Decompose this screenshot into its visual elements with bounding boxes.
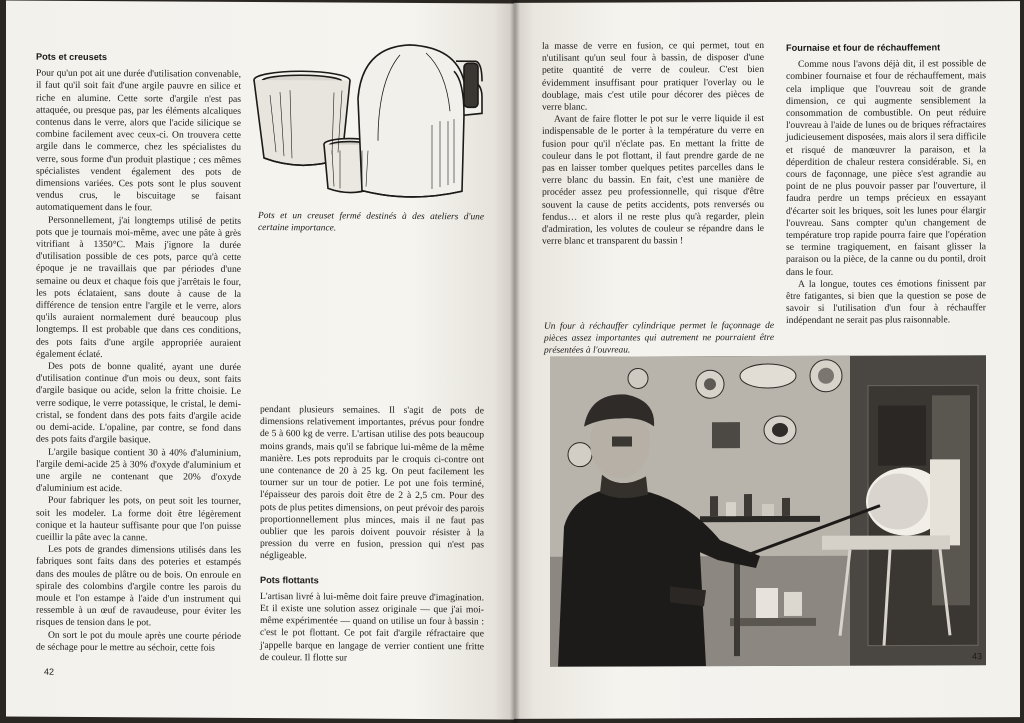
- paragraph: Des pots de bonne qualité, ayant une durée d'utilisation continue d'un mois ou deux, sont faits d'argile basique ou acide, selon la fritte choisie. Le verre sodique, le verre potassique, le cristal, le demi-cristal, se fondent dans des pots faits d'argile acide ou demi-acide. L'opaline, par contre, se fond dans des pots faits d'argile basique.: [36, 360, 241, 446]
- glassblower-photo: [550, 355, 986, 667]
- heading-fournaise: Fournaise et four de réchauffement: [786, 42, 941, 53]
- heading-pots-et-creusets: Pots et creusets: [36, 51, 107, 63]
- paragraph: la masse de verre en fusion, ce qui permet, tout en n'utilisant qu'un seul four à bassin, de disposer d'une petite quantité de verre de couleur. C'est bien évidemment insuffisant pour pratiquer l'overlay ou le doublage, mais c'est utile pour décorer des pièces de verre blanc.: [542, 40, 764, 113]
- page-number-right: 43: [972, 651, 983, 662]
- right-column-2: [786, 41, 986, 327]
- left-page: [6, 0, 514, 719]
- paragraph: On sort le pot du moule après une courte période de séchage pour le mettre au séchoir, cette fois: [36, 629, 241, 654]
- page-number-left: 42: [44, 666, 55, 677]
- left-column-1: [36, 51, 241, 655]
- right-column-1: [542, 40, 764, 248]
- paragraph: Les pots de grandes dimensions utilisés dans les fabriques sont faits dans des poteries et estampés dans des moules de plâtre ou de bois. On enroule en spirale des colombins d'argile contre les parois du moule et l'on estampe à l'aide d'un instrument qui ressemble à un œuf de ravaudeuse, pour éviter les risques de tension dans le pot.: [36, 543, 241, 629]
- paragraph: L'argile basique contient 30 à 40% d'aluminium, l'argile demi-acide 25 à 30% d'oxyde d'aluminium et une argile ne contenant que 20% d'oxyde d'aluminium est acide.: [36, 446, 241, 495]
- paragraph: Personnellement, j'ai longtemps utilisé de petits pots que je tournais moi-même, avec une pâte à grès vitrifiant à 1350°C. Mais j'ignore la durée d'utilisation possible de ces pots, parce qu'à cette époque je ne travaillais que par périodes d'une semaine ou deux et chaque fois que j'arrêtais le four, les pots éclataient, sans doute à cause de la différence de tension entre l'argile et le verre, alors qu'ils auraient normalement duré beaucoup plus longtemps. Il est probable que dans ces conditions, des pots faits d'une argile appropriée auraient également éclaté.: [36, 214, 241, 360]
- left-column-2: [260, 404, 484, 665]
- figure-caption-pots: Pots et un creuset fermé destinés à des ateliers d'une certaine importance.: [258, 210, 484, 234]
- book-gutter: [510, 0, 520, 723]
- right-page: [514, 1, 1020, 719]
- photo-caption: Un four à réchauffer cylindrique permet le façonnage de pièces assez importantes qui autrement ne pourraient être présentées à l'ouvreau.: [544, 320, 774, 356]
- paragraph: Avant de faire flotter le pot sur le verre liquide il est indispensable de le porter à la température du verre en fusion pour qu'il n'éclate pas. En mettant la fritte de couleur dans le pot flottant, il faut prendre garde de ne pas en laisser tomber quelques petites parcelles dans le verre blanc du bassin. En fait, c'est une manière de procéder assez peu professionnelle, qui risque d'être souvent la cause de petits accidents, pots renversés ou fendus… et alors il ne reste plus qu'à regarder, plein d'admiration, les volutes de couleur se répandre dans le verre blanc et transparent du bassin !: [542, 113, 764, 248]
- heading-pots-flottants: Pots flottants: [260, 574, 319, 585]
- paragraph: pendant plusieurs semaines. Il s'agit de pots de dimensions relativement importantes, prévus pour fondre de 5 à 600 kg de verre. L'artisan utilise des pots beaucoup moins grands, mais qu'il se fabrique lui-même de la même manière. Les pots reproduits par le croquis ci-contre ont une contenance de 20 à 25 kg. On peut facilement les tourner sur un tour de potier. Le pot une fois terminé, l'épaisseur des parois doit être de 2 à 2,5 cm. Pour des pots de plus petites dimensions, on peut prévoir des parois proportionnellement plus minces, mais il ne faut pas oublier que les parois doivent pouvoir résister à la pression du verre en fusion, pression qui n'est pas négligeable.: [260, 404, 484, 562]
- pots-drawing: [250, 40, 490, 203]
- paragraph: A la longue, toutes ces émotions finissent par être fatigantes, si bien que la question se pose de savoir si l'utilisation d'un four à réchauffer indépendant ne serait pas plus raisonnable.: [786, 278, 986, 327]
- paragraph: Comme nous l'avons déjà dit, il est possible de combiner fournaise et four de réchauffement, mais cela implique que l'ouvreau soit de grande dimension, ce qui augmente sensiblement la consommation de combustible. On peut réduire l'ouvreau à l'aide de lunes ou de briques réfractaires judicieusement disposées, mais alors il sera difficile et risqué de manœuvrer la paraison, et la déperdition de chaleur restera considérable. Si, en cours de façonnage, une pièce s'est agrandie au point de ne plus pouvoir passer par l'ouverture, il faudra perdre un temps précieux en essayant d'écarter soit les briques, soit les lunes pour élargir l'ouvreau. Sans compter qu'un changement de température trop rapide pourra faire que l'opération se termine tragiquement, en faisant glisser la paraison ou la pièce, de la canne ou du pontil, droit dans le four.: [786, 58, 986, 278]
- paragraph: L'artisan livré à lui-même doit faire preuve d'imagination. Et il existe une solution assez originale — que j'ai moi-même expérimentée — quand on utilise un four à bassin : c'est le pot flottant. Ce pot fait d'argile réfractaire que j'appelle barque en langage de verrier contient une fritte de couleur. Il flotte sur: [260, 590, 484, 664]
- paragraph: Pour qu'un pot ait une durée d'utilisation convenable, il faut qu'il soit fait d'une argile pauvre en silice et riche en alumine. Cette sorte d'argile n'est pas attaquée, ou presque pas, par les éléments alcaliques contenus dans le verre, alors que l'acide silicique se combine facilement avec ceux-ci. On trouvera cette argile dans le commerce, chez les spécialistes du verre, sous forme d'un produit plastique ; ces mêmes spécialistes vendent également des pots de dimensions variées. Ces pots sont le plus souvent vendus crus, le biscuitage se faisant automatiquement dans le four.: [36, 67, 241, 214]
- paragraph: Pour fabriquer les pots, on peut soit les tourner, soit les modeler. La forme doit être légèrement conique et la hauteur suffisante pour que l'on puisse cueillir la pâte avec la canne.: [36, 495, 241, 544]
